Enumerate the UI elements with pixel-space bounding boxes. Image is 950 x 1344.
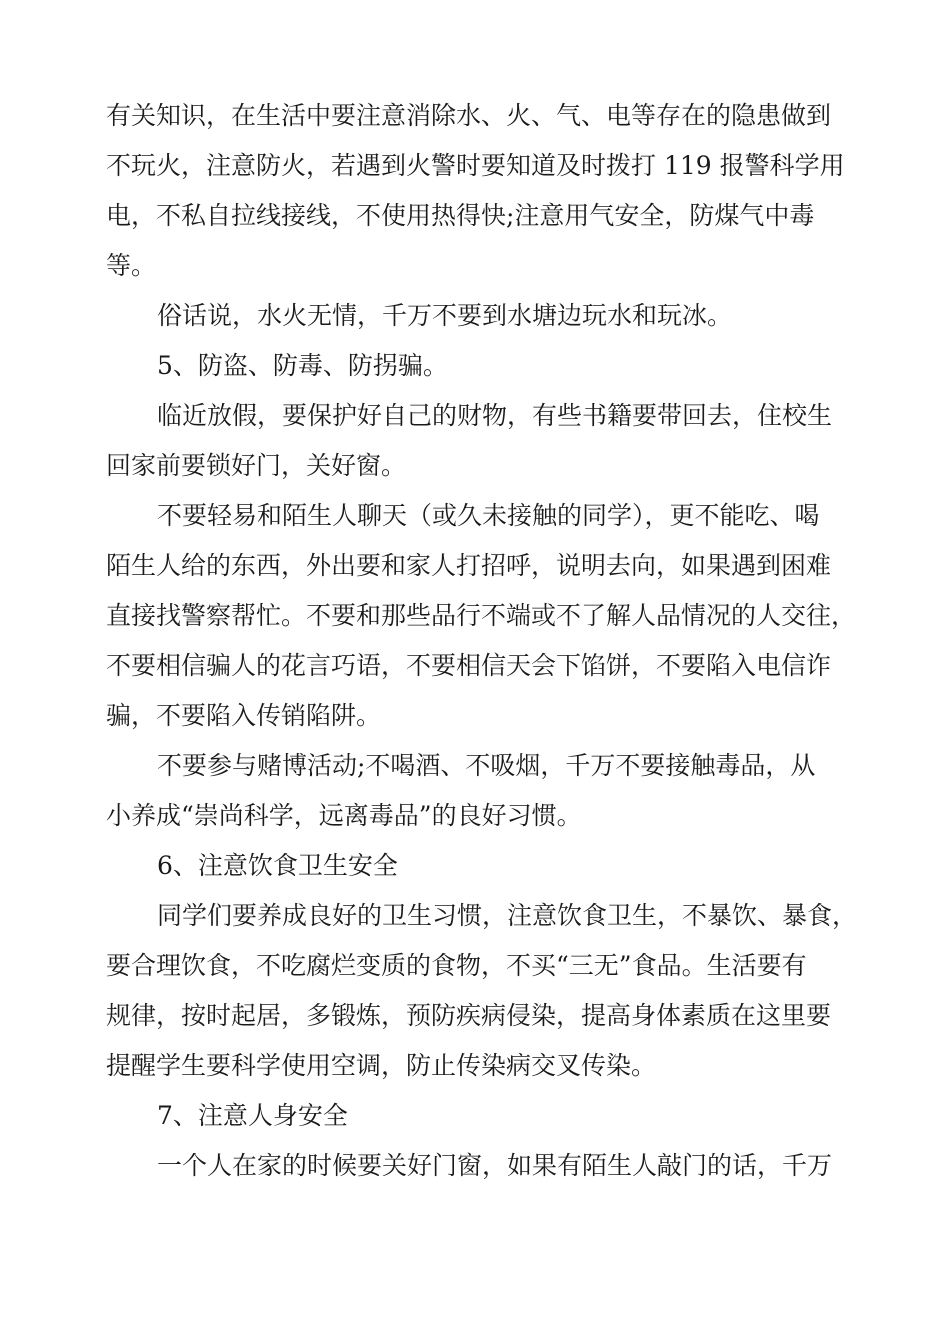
text-line: 有关知识，在生活中要注意消除水、火、气、电等存在的隐患做到 xyxy=(106,101,832,130)
text-line: 小养成“崇尚科学，远离毒品”的良好习惯。 xyxy=(106,801,582,830)
text-line: 等。 xyxy=(106,251,157,280)
text-line: 不要轻易和陌生人聊天（或久未接触的同学），更不能吃、喝 xyxy=(157,501,820,530)
text-line: 俗话说，水火无情，千万不要到水塘边玩水和玩冰。 xyxy=(157,301,733,330)
text-line: 直接找警察帮忙。不要和那些品行不端或不了解人品情况的人交往， xyxy=(106,601,857,630)
text-line: 陌生人给的东西，外出要和家人打招呼，说明去向，如果遇到困难 xyxy=(106,551,832,580)
section-heading: 5、防盗、防毒、防拐骗。 xyxy=(157,351,448,380)
text-line: 临近放假，要保护好自己的财物，有些书籍要带回去，住校生 xyxy=(157,401,833,430)
text-line: 规律，按时起居，多锻炼，预防疾病侵染，提高身体素质在这里要 xyxy=(106,1001,832,1030)
section-heading: 6、注意饮食卫生安全 xyxy=(157,851,398,880)
text-line: 回家前要锁好门，关好窗。 xyxy=(106,451,407,480)
text-line: 骗，不要陷入传销陷阱。 xyxy=(106,701,382,730)
text-line: 不玩火，注意防火，若遇到火警时要知道及时拨打 119 报警科学用 xyxy=(106,151,845,180)
text-line: 不要参与赌博活动;不喝酒、不吸烟，千万不要接触毒品，从 xyxy=(157,751,816,780)
text-line: 一个人在家的时候要关好门窗，如果有陌生人敲门的话，千万 xyxy=(157,1151,833,1180)
text-line: 电，不私自拉线接线，不使用热得快;注意用气安全，防煤气中毒 xyxy=(106,201,815,230)
section-heading: 7、注意人身安全 xyxy=(157,1101,348,1130)
text-line: 提醒学生要科学使用空调，防止传染病交叉传染。 xyxy=(106,1051,657,1080)
text-line: 同学们要养成良好的卫生习惯，注意饮食卫生，不暴饮、暴食， xyxy=(157,901,858,930)
text-line: 不要相信骗人的花言巧语，不要相信天会下馅饼，不要陷入电信诈 xyxy=(106,651,832,680)
text-line: 要合理饮食，不吃腐烂变质的食物，不买“三无”食品。生活要有 xyxy=(106,951,807,980)
